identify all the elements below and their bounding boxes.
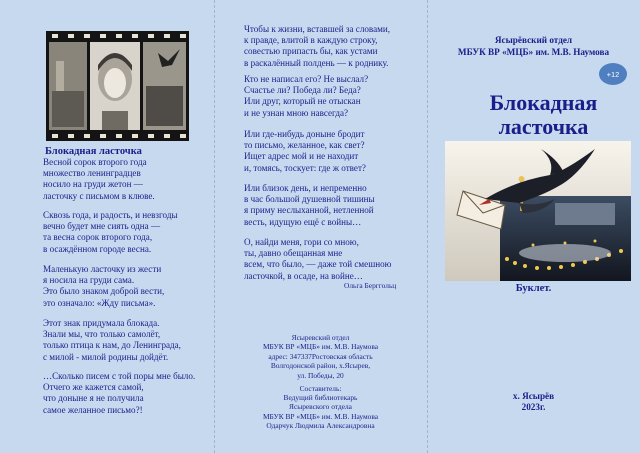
swallow-city-illustration [445, 141, 631, 281]
booklet-subtitle: Буклет. [515, 283, 552, 294]
booklet-title: Блокадная ласточка [489, 90, 598, 139]
age-rating-badge: +12 [599, 63, 627, 85]
poem-stanza: Сквозь года, и радость, и невзгоды вечно будет мне сиять одна — та весна сорок второго года, в осаждённом городе весна. [43, 210, 178, 254]
poem-stanza: Или близок день, и непременно в час большой душевной тишины я приму неслыханной, нетленной весть, идущую ещё с войны… [244, 183, 375, 227]
year: 2023г. [521, 402, 546, 412]
poem-author: Ольга Берггольц [344, 281, 397, 290]
org-full-name: МБУК ВР «МЦБ» им. М.В. Наумова [457, 47, 610, 57]
film-strip-photo [46, 31, 189, 141]
middle-panel [214, 0, 427, 453]
poem-stanza: Этот знак придумала блокада. Знали мы, что только самолёт, только птица к нам, до Ленинграда, с милой - милой родины дойдёт. [43, 318, 181, 362]
library-address: Ясыревский отдел МБУК ВР «МЦБ» им. М.В. Наумова адрес: 347337Ростовская область Волгодонской район, х.Ясырев, ул. Победы, 20 [262, 333, 379, 380]
poem-stanza: Чтобы к жизни, вставшей за словами, к правде, влитой в каждую строку, совестью припасть бы, как устами в раскалённый полдень — к роднику. [244, 24, 391, 68]
poem-stanza: Маленькую ласточку из жести я носила на груди сама. Это было знаком доброй вести, это означало: «Жду письма». [43, 264, 165, 308]
compiler-info: Ведущий библиотекарь Ясыревского отдела МБУК ВР «МЦБ» им. М.В. Наумова Одарчук Людмила Александровна [262, 393, 379, 431]
poem-title: Блокадная ласточка [45, 146, 142, 157]
poem-stanza: О, найди меня, гори со мною, ты, давно обещанная мне всем, что было, — даже той смешною ласточкой, в осаде, на войне… [244, 237, 392, 281]
poem-stanza: Или где-нибудь доныне бродит то письмо, желанное, как свет? Ищет адрес мой и не находит и, томясь, тоскует: где ж ответ? [244, 129, 366, 173]
left-panel [0, 0, 214, 453]
poem-stanza: …Сколько писем с той поры мне было. Отчего же кажется самой, что доныне я не получила самое желанное письмо?! [43, 371, 196, 415]
place-name: х. Ясырёв [512, 391, 555, 401]
poem-stanza: Весной сорок второго года множество ленинградцев носило на груди жетон — ласточку с письмом в клюве. [43, 157, 155, 201]
compiled-label: Составитель: [299, 384, 342, 393]
org-name: Ясырёвский отдел [494, 35, 573, 45]
poem-stanza: Кто не написал его? Не выслал? Счастье ли? Победа ли? Беда? Или друг, который не отыскан и не узнан мною навсегда? [244, 74, 369, 118]
